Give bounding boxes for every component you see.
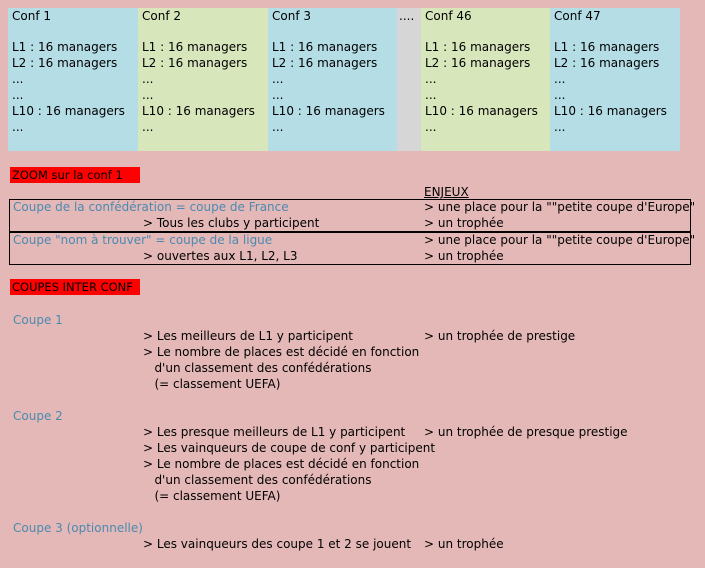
conf-title: Conf 1 [12, 9, 51, 23]
conf-line: ... [272, 120, 284, 134]
conf-line: ... [425, 120, 437, 134]
coupe-2-title: Coupe 2 [13, 409, 63, 423]
detail-text: > Tous les clubs y participent [143, 216, 320, 230]
conf-title: Conf 3 [272, 9, 311, 23]
conf-line: L1 : 16 managers [554, 40, 660, 54]
coupe-1-title: Coupe 1 [13, 313, 63, 327]
conf-line: L10 : 16 managers [425, 104, 538, 118]
detail-text: > Les vainqueurs de coupe de conf y participent [143, 441, 436, 455]
conf-line: L2 : 16 managers [554, 56, 660, 70]
conf-line: ... [425, 88, 437, 102]
conf-line: L10 : 16 managers [12, 104, 125, 118]
conf-title: Conf 46 [425, 9, 472, 23]
conf-line: ... [142, 72, 154, 86]
detail-text: > Les presque meilleurs de L1 y participent [143, 425, 406, 439]
enjeu-text: > un trophée de presque prestige [424, 425, 628, 439]
conf-title: Conf 2 [142, 9, 181, 23]
conf-line: L2 : 16 managers [12, 56, 118, 70]
conf-line: ... [425, 72, 437, 86]
conf-line: L10 : 16 managers [554, 104, 667, 118]
detail-text: > Le nombre de places est décidé en fonction [143, 457, 420, 471]
enjeu-text: > un trophée de prestige [424, 329, 576, 343]
enjeu-text: > une place pour la ""petite coupe d'Europe" [424, 233, 696, 247]
conf-line: L10 : 16 managers [142, 104, 255, 118]
conf-line: L1 : 16 managers [12, 40, 118, 54]
detail-text: > ouvertes aux L1, L2, L3 [143, 249, 298, 263]
detail-text: (= classement UEFA) [143, 377, 281, 391]
detail-text: d'un classement des confédérations [143, 473, 372, 487]
conf-line: ... [12, 72, 24, 86]
conf-title: Conf 47 [554, 9, 601, 23]
conf-line: ... [272, 72, 284, 86]
conf-line: ... [554, 120, 566, 134]
conf-line: L2 : 16 managers [272, 56, 378, 70]
enjeu-text: > un trophée [424, 216, 504, 230]
zoom-label: ZOOM sur la conf 1 [10, 167, 140, 183]
conf-column-3 [268, 8, 397, 151]
coupe-confederation: Coupe de la confédération = coupe de France [13, 200, 289, 214]
coupe-3-title: Coupe 3 (optionnelle) [13, 521, 143, 535]
conf-line: L1 : 16 managers [272, 40, 378, 54]
conf-line: ... [142, 120, 154, 134]
coupe-ligue: Coupe "nom à trouver" = coupe de la ligue [13, 233, 273, 247]
conf-line: L10 : 16 managers [272, 104, 385, 118]
conf-column-46 [421, 8, 550, 151]
conf-line: ... [142, 88, 154, 102]
conf-line: L1 : 16 managers [425, 40, 531, 54]
detail-text: > Les meilleurs de L1 y participent [143, 329, 353, 343]
conf-line: L2 : 16 managers [425, 56, 531, 70]
conf-column-ellipsis [397, 8, 421, 151]
conf-column-2 [138, 8, 268, 151]
conf-line: L1 : 16 managers [142, 40, 248, 54]
detail-text: > Le nombre de places est décidé en fonction [143, 345, 420, 359]
conf-title: .... [399, 9, 415, 23]
detail-text: > Les vainqueurs des coupe 1 et 2 se jouent [143, 537, 412, 551]
detail-text: d'un classement des confédérations [143, 361, 372, 375]
conf-column-47 [550, 8, 680, 151]
detail-text: (= classement UEFA) [143, 489, 281, 503]
conf-line: L2 : 16 managers [142, 56, 248, 70]
inter-conf-label: COUPES INTER CONF [10, 279, 140, 295]
enjeu-text: > un trophée [424, 249, 504, 263]
conf-line: ... [554, 72, 566, 86]
enjeu-text: > une place pour la ""petite coupe d'Europe" [424, 200, 696, 214]
enjeu-text: > un trophée [424, 537, 504, 551]
enjeux-header: ENJEUX [424, 185, 469, 199]
conf-column-1 [8, 8, 138, 151]
conf-line: ... [554, 88, 566, 102]
conf-line: ... [272, 88, 284, 102]
conf-line: ... [12, 88, 24, 102]
conf-line: ... [12, 120, 24, 134]
